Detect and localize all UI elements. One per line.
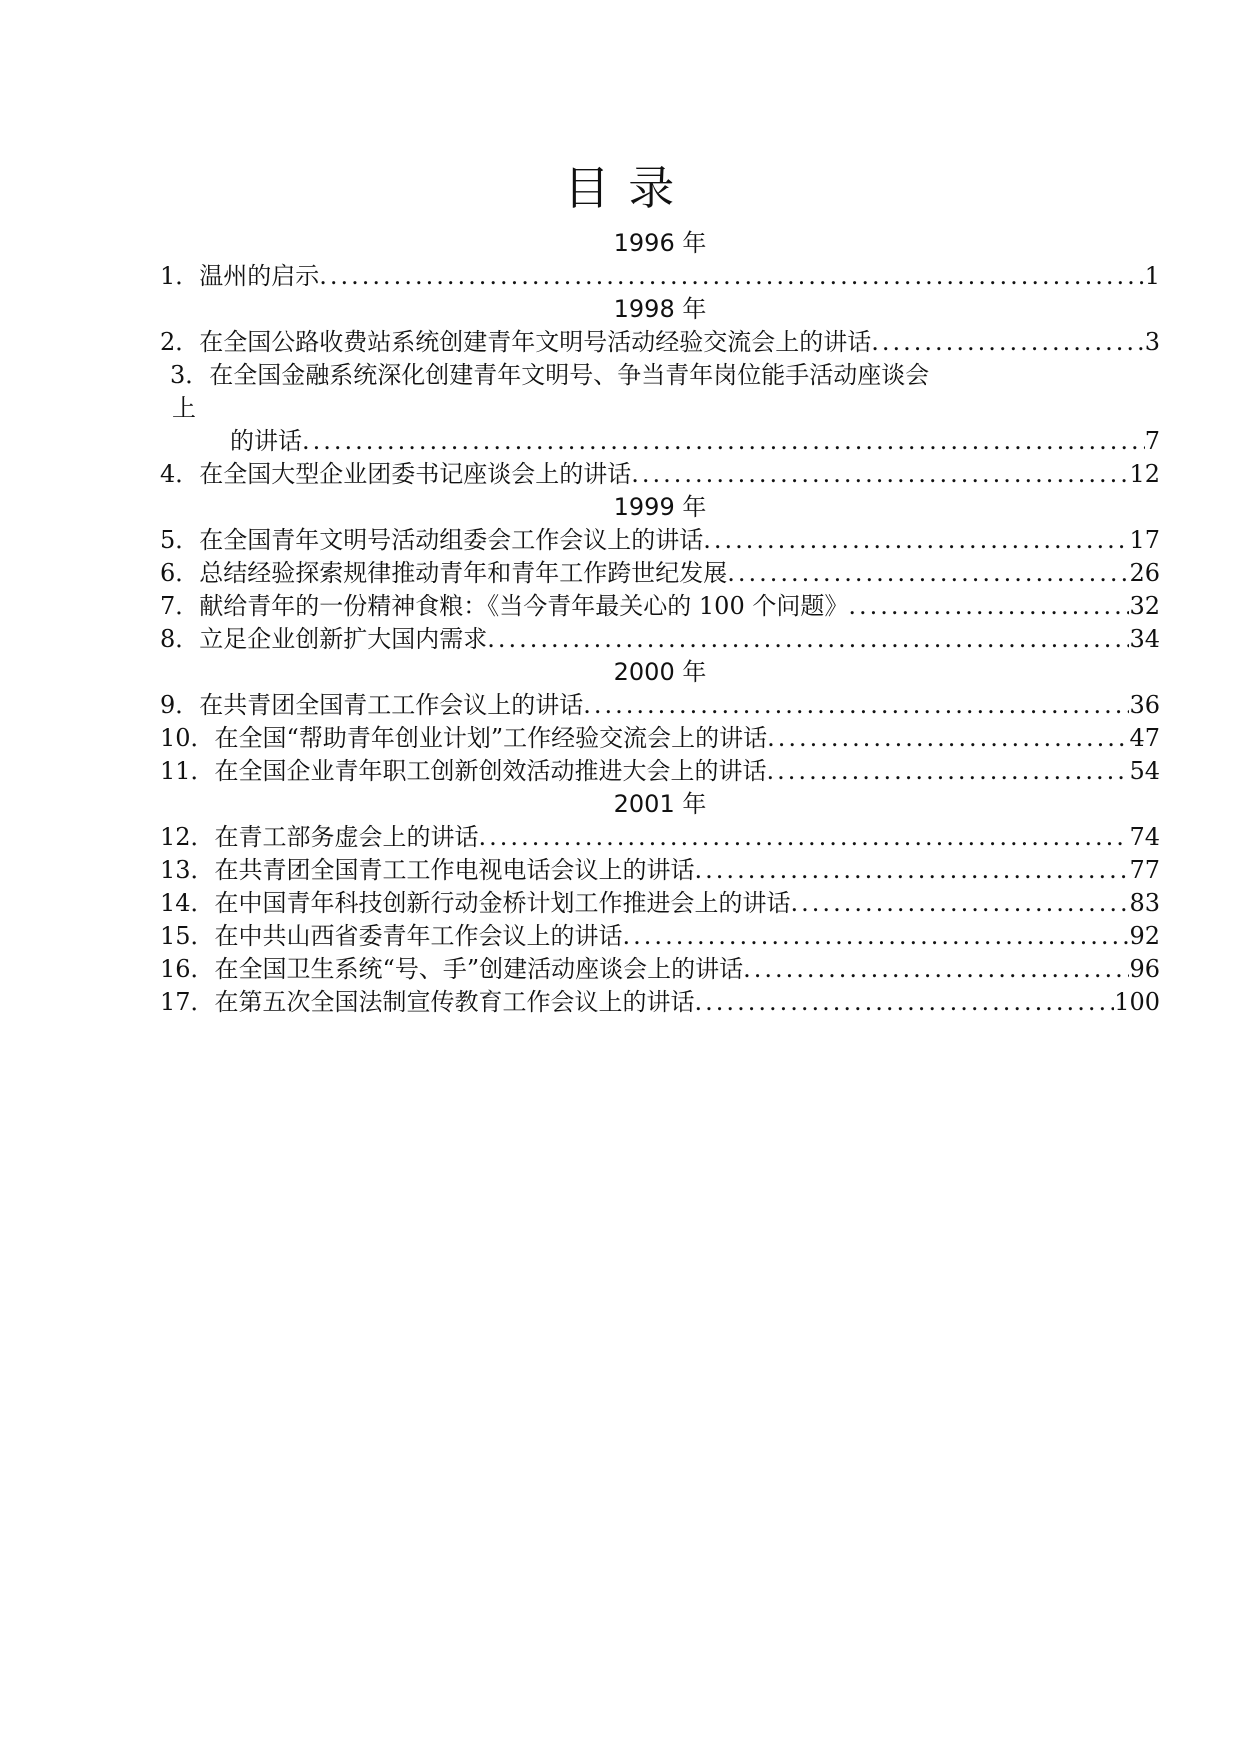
- entry-number: 9．: [160, 691, 200, 719]
- toc-entry-wrapped-line[interactable]: [160, 359, 1160, 392]
- entry-number: 8．: [160, 625, 200, 653]
- entry-title-line3: 的讲话: [230, 427, 302, 455]
- entry-title-line2: 上: [172, 394, 196, 422]
- entry-title: 在全国大型企业团委书记座谈会上的讲话: [199, 460, 632, 488]
- entry-title: 在共青团全国青工工作会议上的讲话: [199, 691, 584, 719]
- entry-number: 15．: [160, 922, 215, 950]
- entry-page: 17: [1129, 526, 1160, 554]
- entry-page: 54: [1129, 757, 1160, 785]
- entry-page: 7: [1144, 427, 1160, 455]
- entry-number: 17．: [160, 988, 215, 1016]
- toc-entry[interactable]: [160, 887, 1160, 920]
- entry-number: 16．: [160, 955, 215, 983]
- table-of-contents: [160, 227, 1160, 1019]
- page-title: 目 录: [563, 161, 677, 215]
- entry-title: 在全国青年文明号活动组委会工作会议上的讲话: [199, 526, 704, 554]
- entry-title-line1: 在全国金融系统深化创建青年文明号、争当青年岗位能手活动座谈会: [209, 361, 930, 389]
- entry-title: 温州的启示: [199, 262, 320, 290]
- entry-title: 在全国企业青年职工创新创效活动推进大会上的讲话: [214, 757, 767, 785]
- dot-leader: [767, 722, 1129, 755]
- entry-page: 77: [1129, 856, 1160, 884]
- entry-title: 献给青年的一份精神食粮：《当今青年最关心的 100 个问题》: [199, 592, 849, 620]
- entry-number: 3．: [170, 361, 210, 389]
- entry-number: 10．: [160, 724, 215, 752]
- entry-title: 在全国卫生系统“号、手”创建活动座谈会上的讲话: [214, 955, 744, 983]
- entry-page: 34: [1129, 625, 1160, 653]
- entry-page: 74: [1129, 823, 1160, 851]
- entry-page: 1: [1144, 262, 1160, 290]
- toc-entry[interactable]: [160, 623, 1160, 656]
- dot-leader: [319, 260, 1144, 293]
- entry-page: 3: [1144, 328, 1160, 356]
- entry-number: 2．: [160, 328, 200, 356]
- toc-entry[interactable]: [160, 458, 1160, 491]
- year-heading: 1996 年: [613, 229, 707, 257]
- toc-entry[interactable]: [160, 755, 1160, 788]
- entry-page: 32: [1129, 592, 1160, 620]
- dot-leader: [703, 524, 1129, 557]
- entry-title: 在共青团全国青工工作电视电话会议上的讲话: [214, 856, 695, 884]
- entry-title: 在青工部务虚会上的讲话: [214, 823, 479, 851]
- year-heading: 2000 年: [613, 658, 707, 686]
- dot-leader: [487, 623, 1129, 656]
- year-heading: 2001 年: [613, 790, 707, 818]
- dot-leader: [695, 986, 1115, 1019]
- entry-title: 总结经验探索规律推动青年和青年工作跨世纪发展: [199, 559, 728, 587]
- entry-number: 5．: [160, 526, 200, 554]
- dot-leader: [623, 920, 1130, 953]
- dot-leader: [583, 689, 1129, 722]
- entry-page: 83: [1129, 889, 1160, 917]
- toc-entry[interactable]: [160, 524, 1160, 557]
- dot-leader: [727, 557, 1129, 590]
- toc-entry-continuation[interactable]: [160, 425, 1160, 458]
- entry-page: 47: [1129, 724, 1160, 752]
- entry-page: 100: [1114, 988, 1160, 1016]
- toc-entry[interactable]: [160, 689, 1160, 722]
- entry-title: 立足企业创新扩大国内需求: [199, 625, 488, 653]
- dot-leader: [743, 953, 1129, 986]
- entry-page: 92: [1129, 922, 1160, 950]
- entry-number: 14．: [160, 889, 215, 917]
- entry-title: 在第五次全国法制宣传教育工作会议上的讲话: [214, 988, 695, 1016]
- entry-title: 在全国“帮助青年创业计划”工作经验交流会上的讲话: [214, 724, 768, 752]
- dot-leader: [631, 458, 1129, 491]
- dot-leader: [871, 326, 1144, 359]
- entry-title: 在全国公路收费站系统创建青年文明号活动经验交流会上的讲话: [199, 328, 872, 356]
- entry-page: 12: [1129, 460, 1160, 488]
- toc-entry-wrapped-line: [160, 392, 1160, 425]
- entry-title: 在中国青年科技创新行动金桥计划工作推进会上的讲话: [214, 889, 791, 917]
- toc-entry[interactable]: [160, 722, 1160, 755]
- entry-number: 13．: [160, 856, 215, 884]
- dot-leader: [767, 755, 1130, 788]
- entry-number: 7．: [160, 592, 200, 620]
- entry-page: 96: [1129, 955, 1160, 983]
- dot-leader: [302, 425, 1145, 458]
- entry-number: 4．: [160, 460, 200, 488]
- dot-leader: [791, 887, 1130, 920]
- entry-number: 1．: [160, 262, 200, 290]
- toc-entry[interactable]: [160, 326, 1160, 359]
- year-heading: 1998 年: [613, 295, 707, 323]
- toc-entry[interactable]: [160, 260, 1160, 293]
- entry-page: 26: [1129, 559, 1160, 587]
- toc-entry[interactable]: [160, 953, 1160, 986]
- toc-entry[interactable]: [160, 821, 1160, 854]
- toc-entry[interactable]: [160, 920, 1160, 953]
- entry-number: 11．: [160, 757, 215, 785]
- entry-number: 12．: [160, 823, 215, 851]
- dot-leader: [695, 854, 1130, 887]
- dot-leader: [848, 590, 1129, 623]
- toc-entry[interactable]: [160, 557, 1160, 590]
- entry-number: 6．: [160, 559, 200, 587]
- entry-page: 36: [1129, 691, 1160, 719]
- year-heading: 1999 年: [613, 493, 707, 521]
- dot-leader: [479, 821, 1130, 854]
- toc-entry[interactable]: [160, 590, 1160, 623]
- toc-entry[interactable]: [160, 986, 1160, 1019]
- entry-title: 在中共山西省委青年工作会议上的讲话: [214, 922, 623, 950]
- toc-entry[interactable]: [160, 854, 1160, 887]
